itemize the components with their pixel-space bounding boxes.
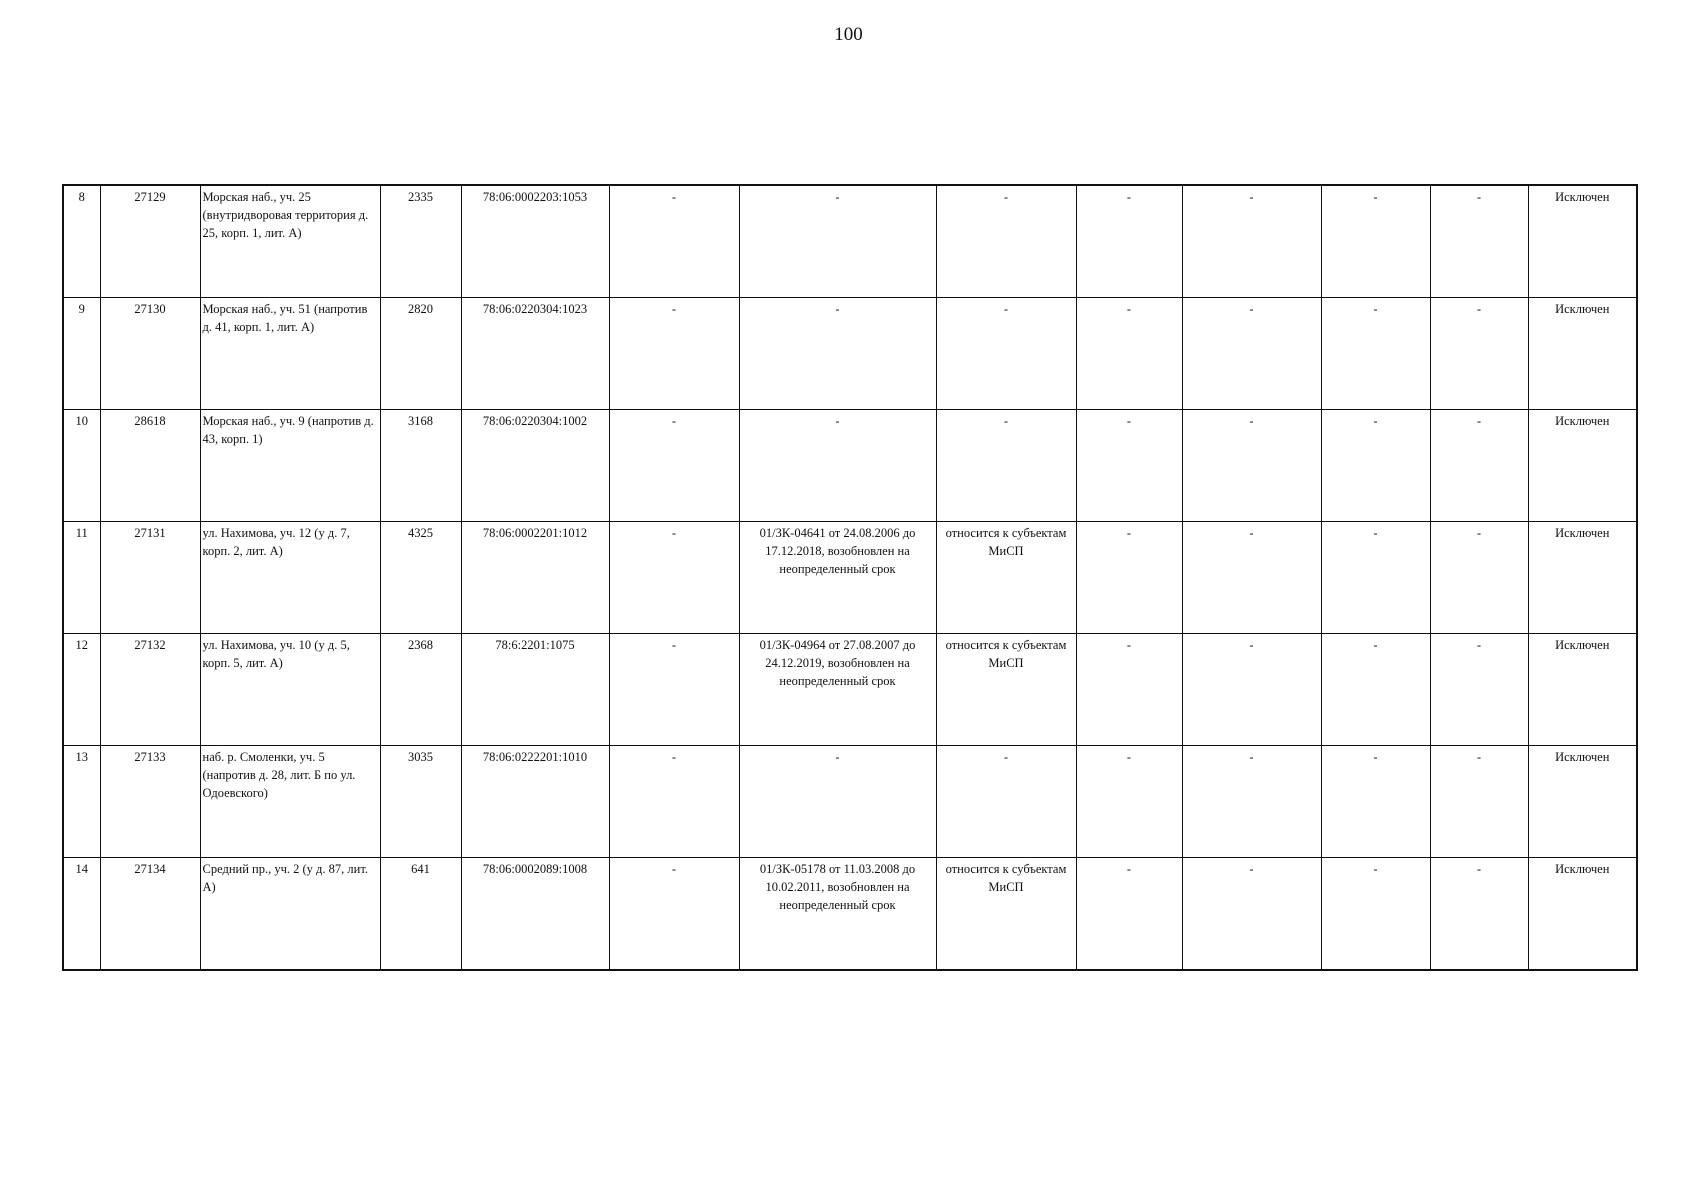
table-cell: - <box>1430 746 1528 858</box>
table-cell: - <box>609 634 739 746</box>
sme-status-cell: относится к субъектам МиСП <box>936 858 1076 971</box>
row-number-cell: 10 <box>63 410 100 522</box>
table-cell: - <box>1182 746 1321 858</box>
row-number-cell: 8 <box>63 185 100 298</box>
page-number: 100 <box>834 24 863 45</box>
cadastral-number-cell: 78:06:0220304:1023 <box>461 298 609 410</box>
status-cell: Исключен <box>1528 858 1637 971</box>
table-cell: - <box>1430 185 1528 298</box>
table-row <box>63 185 1637 298</box>
lease-agreement-cell: - <box>739 185 936 298</box>
table-cell: - <box>1321 858 1430 971</box>
table-cell: - <box>1076 634 1182 746</box>
table-row <box>63 298 1637 410</box>
lease-agreement-cell: 01/ЗК-04641 от 24.08.2006 до 17.12.2018, возобновлен на неопределенный срок <box>739 522 936 634</box>
table-row <box>63 746 1637 858</box>
table-cell: - <box>1321 410 1430 522</box>
status-cell: Исключен <box>1528 298 1637 410</box>
table-cell: - <box>1321 746 1430 858</box>
object-code-cell: 27131 <box>100 522 200 634</box>
table-cell: - <box>1321 634 1430 746</box>
table-cell: - <box>1430 858 1528 971</box>
table-cell: - <box>1182 522 1321 634</box>
cadastral-number-cell: 78:06:0002089:1008 <box>461 858 609 971</box>
status-cell: Исключен <box>1528 185 1637 298</box>
table-cell: - <box>1076 185 1182 298</box>
address-cell: Морская наб., уч. 25 (внутридворовая территория д. 25, корп. 1, лит. А) <box>200 185 380 298</box>
address-cell: наб. р. Смоленки, уч. 5 (напротив д. 28, лит. Б по ул. Одоевского) <box>200 746 380 858</box>
sme-status-cell: - <box>936 746 1076 858</box>
lease-agreement-cell: 01/ЗК-05178 от 11.03.2008 до 10.02.2011, возобновлен на неопределенный срок <box>739 858 936 971</box>
sme-status-cell: - <box>936 298 1076 410</box>
address-cell: Средний пр., уч. 2 (у д. 87, лит. А) <box>200 858 380 971</box>
table-cell: - <box>1076 298 1182 410</box>
table-cell: - <box>1182 858 1321 971</box>
table-cell: - <box>1430 410 1528 522</box>
table-cell: - <box>609 858 739 971</box>
status-cell: Исключен <box>1528 634 1637 746</box>
row-number-cell: 12 <box>63 634 100 746</box>
table-row <box>63 634 1637 746</box>
table-cell: - <box>1430 522 1528 634</box>
table-cell: - <box>609 746 739 858</box>
sme-status-cell: - <box>936 410 1076 522</box>
cadastral-number-cell: 78:06:0222201:1010 <box>461 746 609 858</box>
table-cell: - <box>1321 522 1430 634</box>
sme-status-cell: относится к субъектам МиСП <box>936 522 1076 634</box>
area-cell: 3035 <box>380 746 461 858</box>
address-cell: ул. Нахимова, уч. 10 (у д. 5, корп. 5, лит. А) <box>200 634 380 746</box>
table-cell: - <box>1182 298 1321 410</box>
table-row <box>63 858 1637 971</box>
area-cell: 2368 <box>380 634 461 746</box>
land-plots-table <box>62 184 1638 971</box>
object-code-cell: 27133 <box>100 746 200 858</box>
table-row <box>63 522 1637 634</box>
table-cell: - <box>1182 185 1321 298</box>
lease-agreement-cell: - <box>739 746 936 858</box>
table-cell: - <box>1430 634 1528 746</box>
object-code-cell: 28618 <box>100 410 200 522</box>
table-cell: - <box>1076 410 1182 522</box>
table-cell: - <box>1076 858 1182 971</box>
table-cell: - <box>1076 522 1182 634</box>
table-row <box>63 410 1637 522</box>
table-cell: - <box>609 298 739 410</box>
sme-status-cell: - <box>936 185 1076 298</box>
table-cell: - <box>609 185 739 298</box>
area-cell: 4325 <box>380 522 461 634</box>
lease-agreement-cell: 01/ЗК-04964 от 27.08.2007 до 24.12.2019, возобновлен на неопределенный срок <box>739 634 936 746</box>
cadastral-number-cell: 78:6:2201:1075 <box>461 634 609 746</box>
table-cell: - <box>1321 298 1430 410</box>
area-cell: 2820 <box>380 298 461 410</box>
table-cell: - <box>1076 746 1182 858</box>
lease-agreement-cell: - <box>739 298 936 410</box>
object-code-cell: 27134 <box>100 858 200 971</box>
object-code-cell: 27129 <box>100 185 200 298</box>
object-code-cell: 27132 <box>100 634 200 746</box>
table-cell: - <box>1182 634 1321 746</box>
cadastral-number-cell: 78:06:0220304:1002 <box>461 410 609 522</box>
object-code-cell: 27130 <box>100 298 200 410</box>
area-cell: 3168 <box>380 410 461 522</box>
table-cell: - <box>1182 410 1321 522</box>
area-cell: 641 <box>380 858 461 971</box>
row-number-cell: 11 <box>63 522 100 634</box>
sme-status-cell: относится к субъектам МиСП <box>936 634 1076 746</box>
status-cell: Исключен <box>1528 522 1637 634</box>
cadastral-number-cell: 78:06:0002203:1053 <box>461 185 609 298</box>
status-cell: Исключен <box>1528 746 1637 858</box>
cadastral-number-cell: 78:06:0002201:1012 <box>461 522 609 634</box>
row-number-cell: 14 <box>63 858 100 971</box>
address-cell: Морская наб., уч. 9 (напротив д. 43, корп. 1) <box>200 410 380 522</box>
table-cell: - <box>1321 185 1430 298</box>
row-number-cell: 13 <box>63 746 100 858</box>
area-cell: 2335 <box>380 185 461 298</box>
status-cell: Исключен <box>1528 410 1637 522</box>
address-cell: Морская наб., уч. 51 (напротив д. 41, корп. 1, лит. А) <box>200 298 380 410</box>
table-cell: - <box>609 410 739 522</box>
row-number-cell: 9 <box>63 298 100 410</box>
table-cell: - <box>609 522 739 634</box>
address-cell: ул. Нахимова, уч. 12 (у д. 7, корп. 2, лит. А) <box>200 522 380 634</box>
table-cell: - <box>1430 298 1528 410</box>
lease-agreement-cell: - <box>739 410 936 522</box>
